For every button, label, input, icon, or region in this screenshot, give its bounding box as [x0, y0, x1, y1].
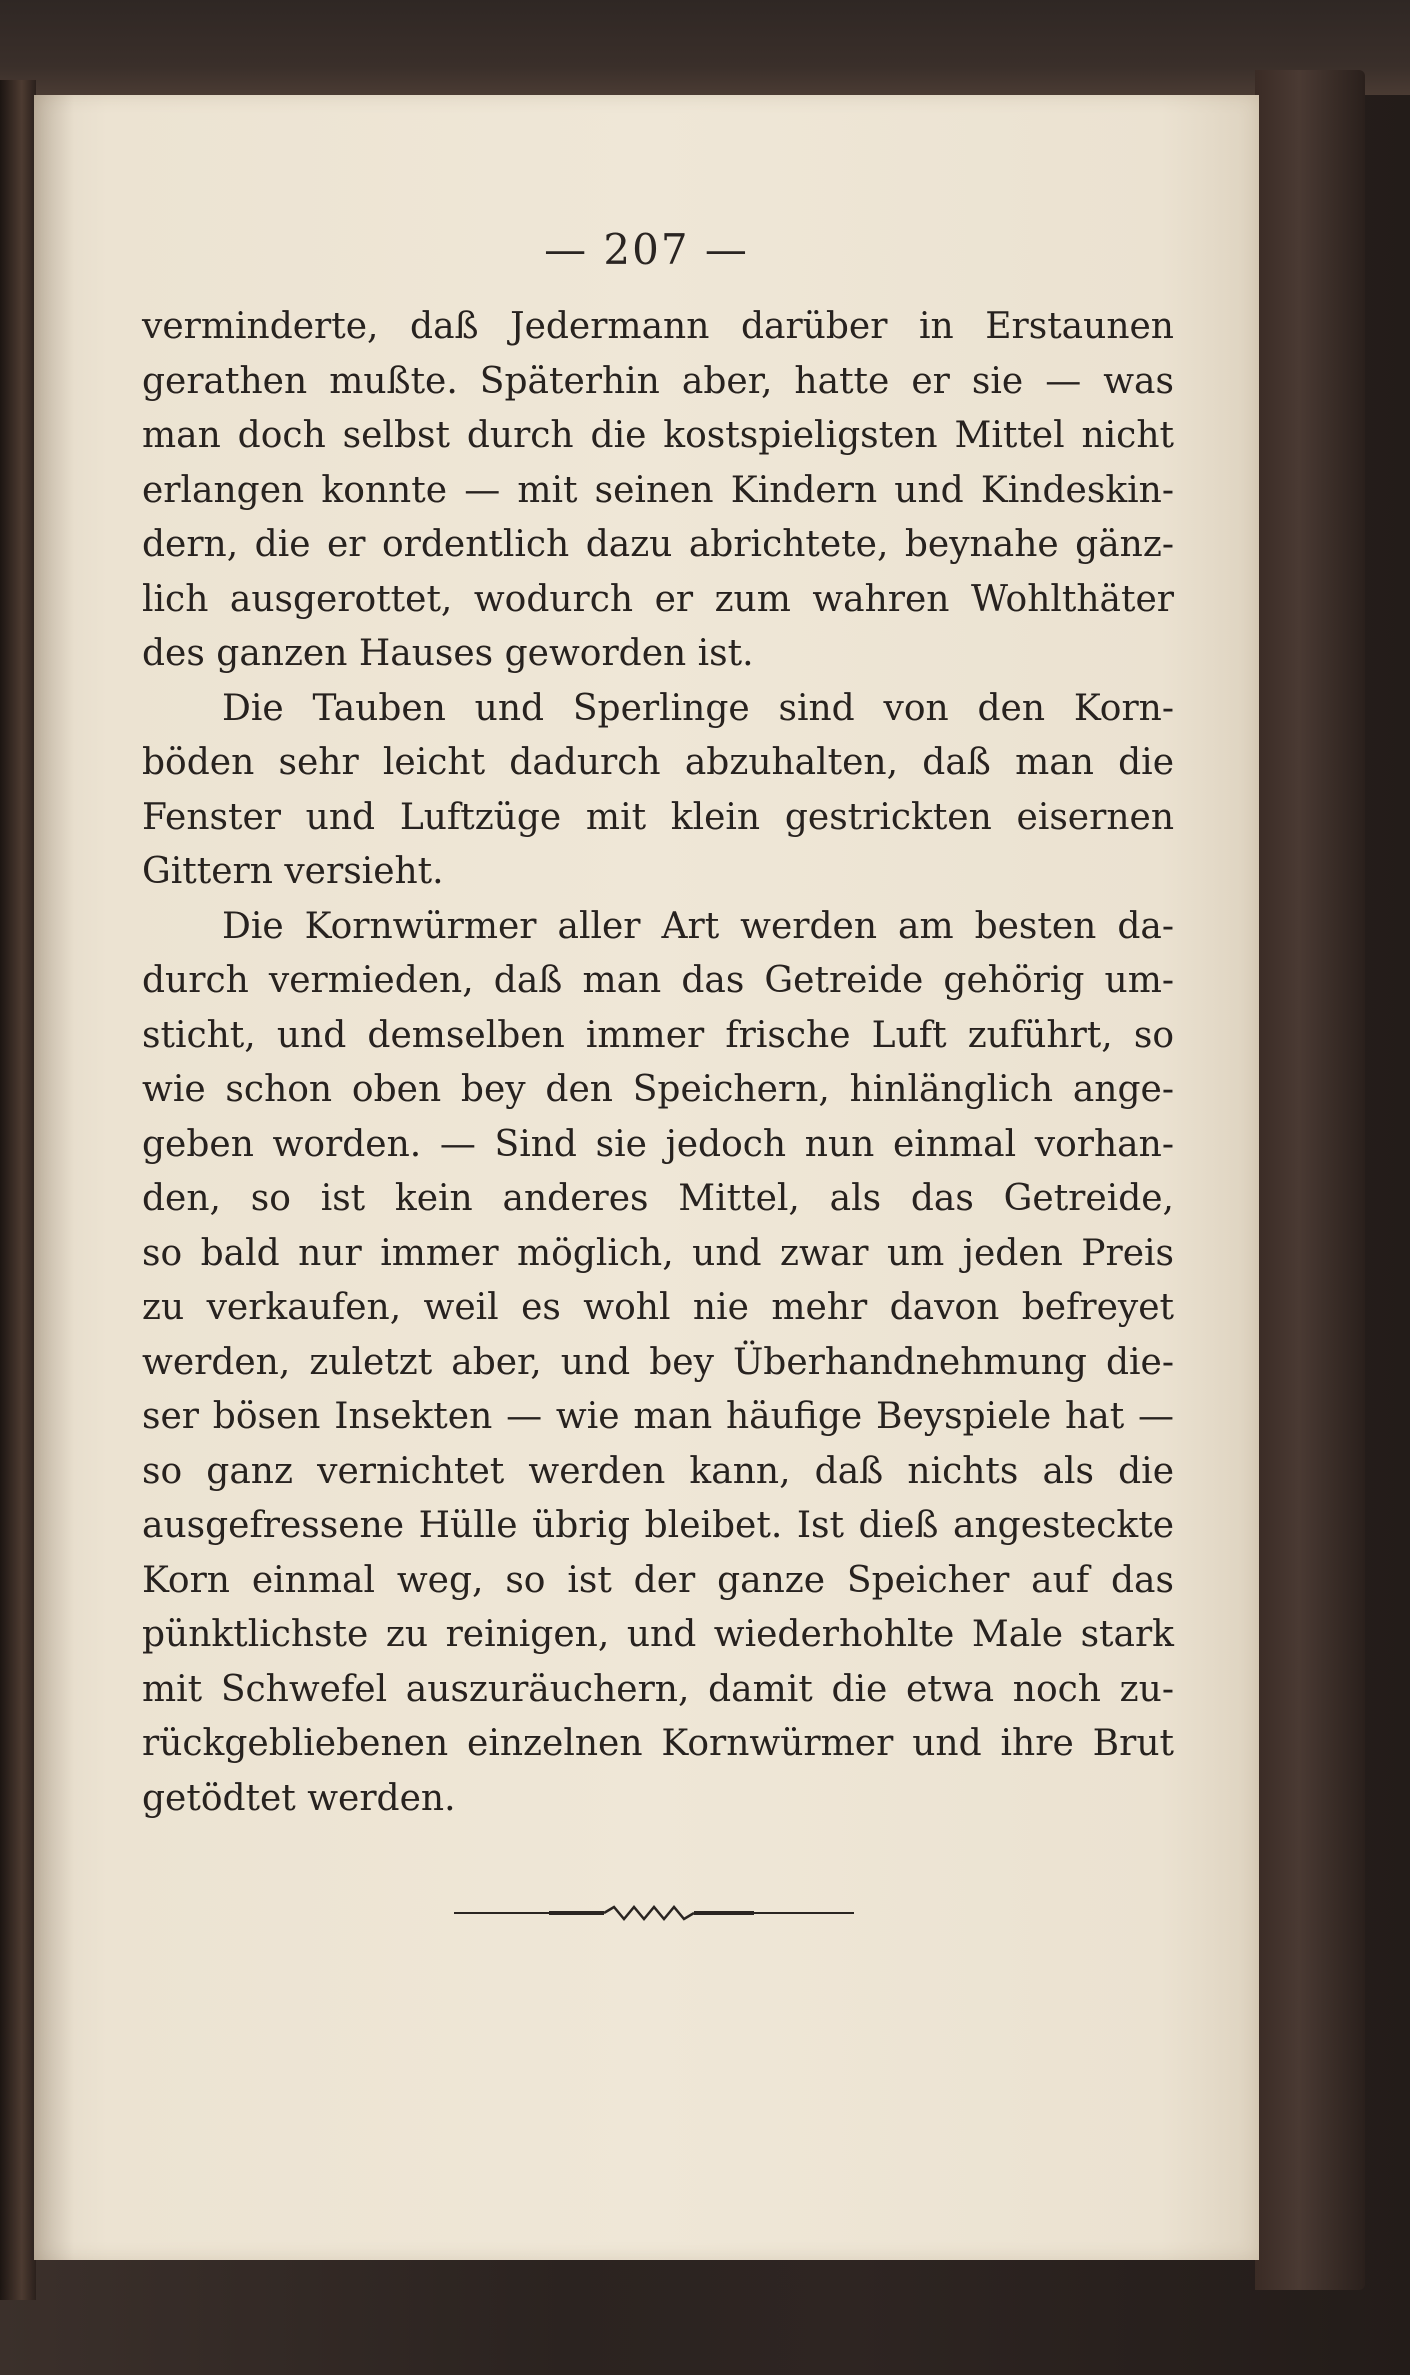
- book-page: [34, 95, 1259, 2260]
- text-line: so ganz vernichtet werden kann, daß nichts als die: [142, 1450, 1174, 1492]
- text-line: mit Schwefel auszuräuchern, damit die etwa noch zu-: [142, 1668, 1174, 1710]
- text-line: Die Tauben und Sperlinge sind von den Korn-: [222, 687, 1174, 729]
- text-line: geben worden. — Sind sie jedoch nun einmal vorhan-: [142, 1123, 1174, 1165]
- text-line: Die Kornwürmer aller Art werden am besten da-: [222, 905, 1174, 947]
- text-line: durch vermieden, daß man das Getreide gehörig um-: [142, 960, 1174, 1001]
- text-line: ausgefressene Hülle übrig bleibet. Ist dieß angesteckte: [142, 1505, 1174, 1546]
- book-cover-right: [1255, 70, 1365, 2290]
- text-line: Korn einmal weg, so ist der ganze Speicher auf das: [142, 1559, 1174, 1601]
- text-line: Gittern versieht.: [142, 851, 444, 892]
- page-gutter-shadow: [34, 95, 74, 2260]
- page-number: — 207 —: [544, 225, 749, 274]
- text-line: rückgebliebenen einzelnen Kornwürmer und ihre Brut: [142, 1723, 1174, 1764]
- text-line: dern, die er ordentlich dazu abrichtete, beynahe gänz-: [142, 524, 1174, 565]
- text-line: verminderte, daß Jedermann darüber in Erstaunen: [142, 306, 1174, 347]
- text-line: so bald nur immer möglich, und zwar um jeden Preis: [142, 1232, 1174, 1274]
- text-line: ser bösen Insekten — wie man häufige Beyspiele hat —: [142, 1396, 1174, 1437]
- end-ornament: [454, 1903, 854, 1923]
- text-line: erlangen konnte — mit seinen Kindern und Kindeskin-: [142, 469, 1174, 511]
- text-line: lich ausgerottet, wodurch er zum wahren Wohlthäter: [142, 578, 1174, 620]
- text-line: man doch selbst durch die kostspieligsten Mittel nicht: [142, 415, 1174, 456]
- text-line: böden sehr leicht dadurch abzuhalten, daß man die: [142, 742, 1174, 783]
- text-line: des ganzen Hauses geworden ist.: [142, 633, 754, 674]
- text-line: zu verkaufen, weil es wohl nie mehr davon befreyet: [142, 1287, 1174, 1328]
- text-line: sticht, und demselben immer frische Luft zuführt, so: [142, 1014, 1174, 1056]
- book-cover-top: [0, 0, 1410, 95]
- text-line: getödtet werden.: [142, 1777, 456, 1819]
- text-line: gerathen mußte. Späterhin aber, hatte er sie — was: [142, 360, 1174, 402]
- text-line: wie schon oben bey den Speichern, hinlänglich ange-: [142, 1069, 1174, 1110]
- text-line: pünktlichste zu reinigen, und wiederhohlte Male stark: [142, 1614, 1174, 1655]
- book-spine-edge: [0, 80, 36, 2300]
- text-line: Fenster und Luftzüge mit klein gestrickten eisernen: [142, 796, 1174, 838]
- page-text: [142, 300, 1174, 1826]
- text-line: den, so ist kein anderes Mittel, als das Getreide,: [142, 1178, 1174, 1219]
- text-line: werden, zuletzt aber, und bey Überhandnehmung die-: [142, 1341, 1174, 1383]
